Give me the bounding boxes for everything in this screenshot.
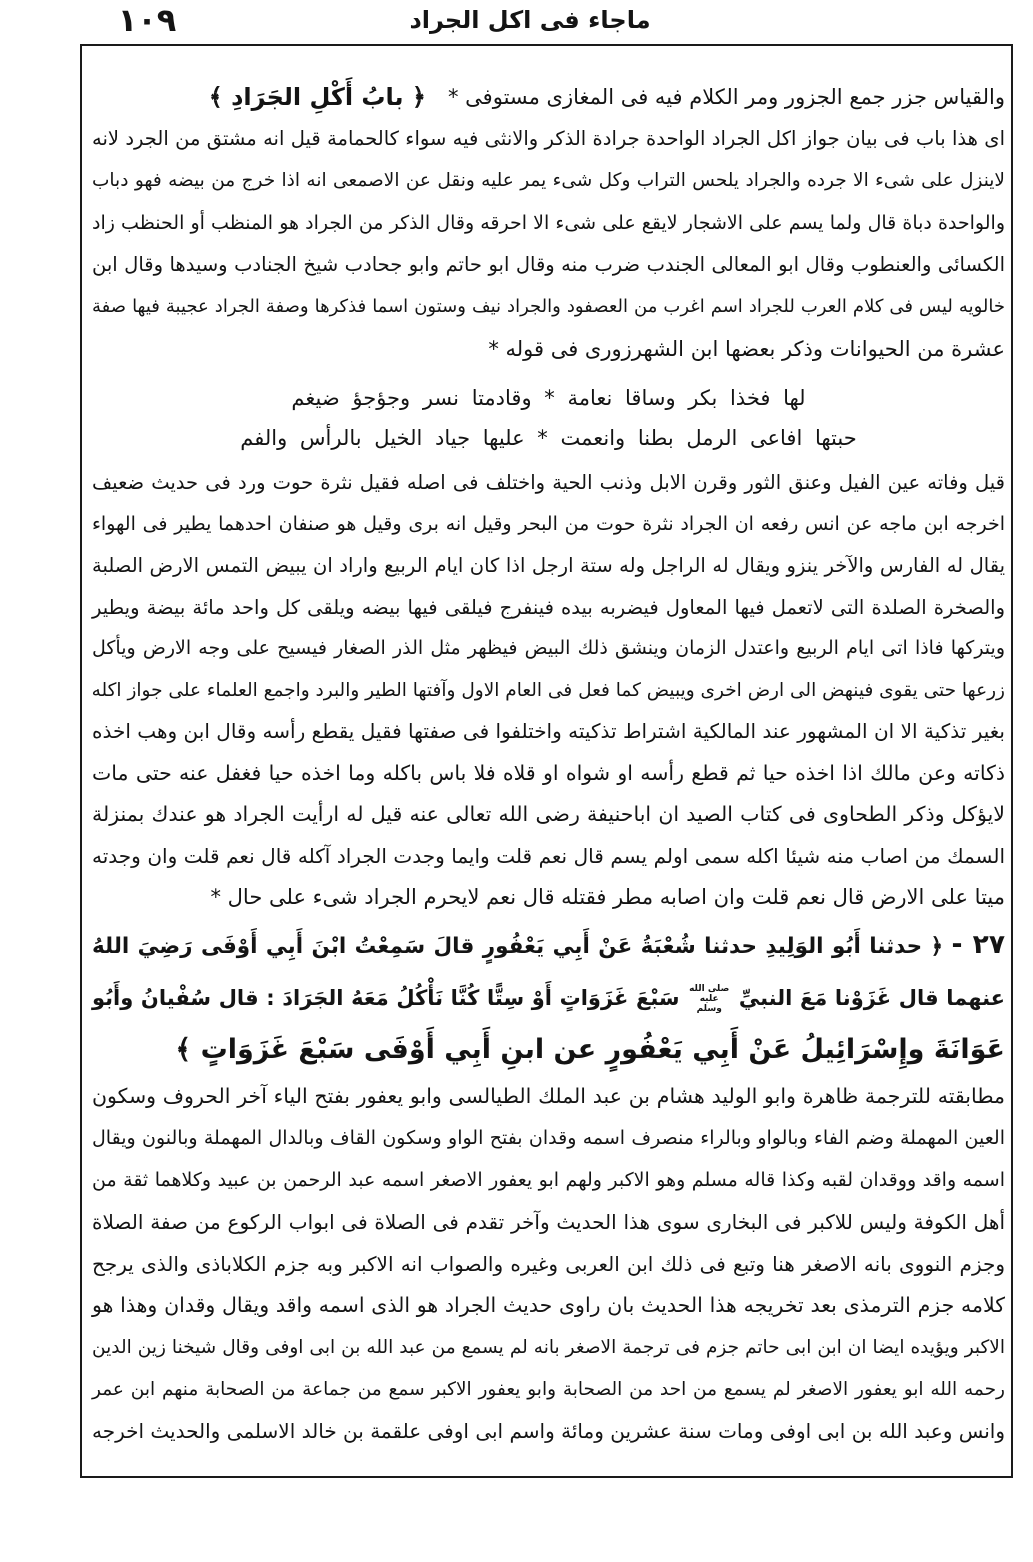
hadith-block (92, 919, 1005, 1077)
text-line: وانس وعبد الله بن ابى اوفى ومات سنة عشرين ومائة واسم ابى اوفى علقمة بن خالد الاسلمى والحديث اخرجه (92, 1419, 1005, 1444)
poetry-block (92, 378, 1005, 458)
salutation-ligature: صلى الله عليه وسلم (689, 983, 730, 1014)
text-line: عشرة من الحيوانات وذكر بعضها ابن الشهرزورى فى قوله * (488, 337, 1005, 361)
text-line: ويتركها فاذا اتى ايام الربيع واعتدل الزمان وينشق ذلك البيض فيظهر مثل الذر الصغار فيسيح على وجه الارض ويأكل (92, 637, 1005, 659)
text-line: قيل وفاته عين الفيل وعنق الثور وقرن الابل وذنب الحية واختلف فى اصله فقيل نثرة حوت ورد فى حديث ضعيف (92, 471, 1005, 494)
text-line: مطابقته للترجمة ظاهرة وابو الوليد هشام بن عبد الملك الطيالسى وابو يعفور بفتح الياء آخر الحروف وسكون (92, 1084, 1005, 1108)
hadith-text: سَبْعَ غَزَوَاتٍ أَوْ سِتًّا كُنَّا نَأْكُلُ مَعَهُ الجَرَادَ : قال سُفْيانُ وأَبُو (92, 985, 680, 1010)
hadith-text-line (92, 972, 1005, 1025)
commentary-block-locust (92, 462, 1005, 919)
text-line: لاينزل على شىء الا جرده والجراد يلحس التراب وكل شىء يمر عليه ونقل عن الاصمعى انه اذا خرج من بيضه فهو دباب (92, 170, 1005, 191)
lead-text: والقياس جزر جمع الجزور ومر الكلام فيه فى المغازى مستوفى * (448, 85, 1005, 109)
text-line: يقال له الفارس والآخر ينزو ويقال له الراجل وله ستة ارجل اذا كان ايام الربيع واراد ان يبيض التمس الارض الصلبة (92, 554, 1005, 577)
text-line: زرعها حتى يقوى فينهض الى ارض اخرى ويبيض كما فعل فى العام الاول وآفتها الطير والبرد واجمع العلماء على جواز اكله (91, 679, 1005, 701)
running-header-title: ماجاء فى اكل الجراد (409, 6, 651, 34)
text-line: كلامه جزم الترمذى بعد تخريجه هذا الحديث بان راوى حديث الجراد هو الذى اسمه واقد ويقال وقدان وهذا هو (92, 1293, 1005, 1318)
text-line (92, 76, 1005, 118)
hadith-number: ٢٧ - (951, 929, 1005, 960)
text-line: الاكبر ويؤيده ايضا ان ابن ابى حاتم جزم فى ترجمة الاصغر بانه لم يسمع من عبد الله بن ابى اوفى وقال شيخنا زين الدين (92, 1337, 1005, 1359)
text-line: بغير تذكية الا ان المشهور عند المالكية اشتراط تذكيته واختلفوا فى صفتها فقيل يقطع رأسه وقال ابن وهب اخذه (92, 719, 1005, 743)
hadith-text: ﴿ حدثنا أَبُو الوَلِيدِ حدثنا شُعْبَةُ عَنْ أَبِي يَعْفُورٍ قالَ سَمِعْتُ ابْنَ أَبِي أَوْفَى رَضِيَ اللهُ (92, 934, 944, 959)
poetry-verse: لها فخذا بكر وساقا نعامة * وقادمتا نسر وجؤجؤ ضيغم (291, 386, 806, 410)
text-line: والصخرة الصلدة التى لاتعمل فيها المعاول فيضربه بيده فينفرج فيلقى فيها بيضه ويلقى كل واحد مائة بيضة ويطير (92, 595, 1005, 619)
text-line: اخرجه ابن ماجه عن انس رفعه ان الجراد نثرة حوت من البحر وقيل انه برى وقيل هو صنفان احدهما يطير فى الهواء (92, 512, 1005, 535)
chapter-heading: ﴿ بابُ أَكْلِ الجَرَادِ ﴾ (208, 83, 426, 111)
hadith-text-line (92, 919, 1005, 972)
text-line: لايؤكل وذكر الطحاوى فى كتاب الصيد ان اباحنيفة رضى الله تعالى عنه قيل له ارأيت الجراد هو عندك بمنزلة (92, 802, 1005, 826)
text-line: اى هذا باب فى بيان جواز اكل الجراد الواحدة جرادة الذكر والانثى فيه سواء كالحمامة قيل انه مشتق من الجرد لانه (92, 127, 1005, 150)
text-line: السمك من اصاب منه شيئا اكله سمى اولم يسم قال نعم قلت وايما وجدت الجراد آكله قال نعم قلت وان وجدته (92, 843, 1005, 868)
text-line: ميتا على الارض قال نعم قلت وان اصابه مطر فقتله قال نعم لايحرم الجراد شىء على حال * (210, 885, 1005, 909)
text-line: الكسائى والعنطوب وقال ابو المعالى الجندب ضرب منه وقال ابو حاتم وابو جحادب شيخ الجنادب وسيدها وقال ابن (92, 253, 1005, 276)
page-number: ١٠٩ (117, 1, 177, 39)
text-line: خالويه ليس فى كلام العرب للجراد اسم اغرب من العصفود والجراد نيف وستون اسما فذكرها وصفة الجراد عجيبة فيها صفة (92, 296, 1005, 317)
text-line: رحمه الله ابو يعفور الاصغر لم يسمع من احد من الصحابة وابو يعفور الاكبر سمع من جماعة من الصحابة منهم ابن عمر (92, 1379, 1005, 1401)
commentary-block-intro (92, 76, 1005, 370)
hadith-text: عنهما قال غَزَوْنا مَعَ النبيِّ (738, 985, 1006, 1010)
text-line: ذكاته وعن مالك اذا اخذه حيا ثم قطع رأسه او شواه او قلاه فلا باس باكله وما اخذه حيا فغفل عنه حتى مات (92, 760, 1005, 785)
commentary-block-hadith (92, 1076, 1005, 1453)
text-line: اسمه واقد ووقدان لقبه وكذا قاله مسلم وهو الاكبر ولهم ابو يعفور الاصغر اسمه عبد الرحمن بن عبيد وكلاهما ثقة من (92, 1168, 1005, 1191)
text-line: العين المهملة وضم الفاء وبالواو وبالراء منصرف اسمه وقدان بفتح الواو وسكون القاف وبالدال المهملة وبالنون ويقال (92, 1126, 1005, 1149)
text-line: أهل الكوفة وليس للاكبر فى البخارى سوى هذا الحديث وآخر تقدم فى الصلاة فى ابواب الركوع من صفة الصلاة (92, 1209, 1005, 1234)
poetry-verse: حبتها افاعى الرمل بطنا وانعمت * عليها جياد الخيل بالرأس والفم (240, 426, 857, 450)
hadith-text-line: عَوَانَةَ وإِسْرَائِيلُ عَنْ أَبِي يَعْفُورٍ عن ابنِ أَبِي أَوْفَى سَبْعَ غَزَوَاتٍ ﴾ (175, 1034, 1005, 1065)
text-line: والواحدة دباة قال ولما يسم على الاشجار لايقع على شىء الا احرقه وقال الذكر من الجراد هو المنظب أو الحنظب زاد (92, 212, 1005, 234)
text-line: وجزم النووى بانه الاصغر هنا وتبع فى ذلك ابن العربى وغيره والصواب انه الاكبر وبه جزم الكلاباذى والذى يرجح (92, 1251, 1005, 1276)
